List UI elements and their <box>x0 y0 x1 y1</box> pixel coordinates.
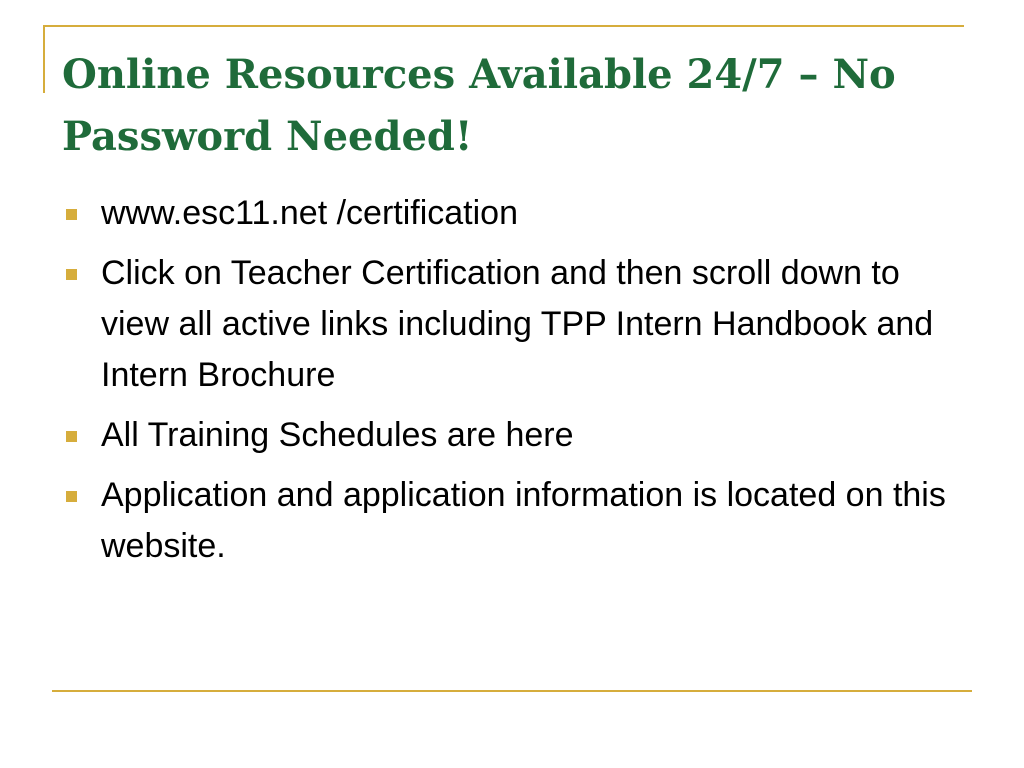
frame-left-rule <box>43 25 45 93</box>
bullet-text: Application and application information is located on this website. <box>101 476 946 565</box>
slide-title: Online Resources Available 24/7 – No Password Needed! <box>62 51 896 160</box>
square-bullet-icon <box>66 431 77 442</box>
square-bullet-icon <box>66 491 77 502</box>
bullet-item <box>66 188 966 239</box>
square-bullet-icon <box>66 209 77 220</box>
bullet-item <box>66 410 966 461</box>
frame-bottom-rule <box>52 690 972 692</box>
frame-top-rule <box>43 25 964 27</box>
bullet-list <box>66 188 966 581</box>
bullet-text: All Training Schedules are here <box>101 416 574 454</box>
bullet-item <box>66 470 966 572</box>
bullet-item <box>66 248 966 401</box>
bullet-text: Click on Teacher Certification and then scroll down to view all active links including TPP Intern Handbook and Intern Brochure <box>101 254 934 394</box>
bullet-text: www.esc11.net /certification <box>101 194 518 232</box>
square-bullet-icon <box>66 269 77 280</box>
